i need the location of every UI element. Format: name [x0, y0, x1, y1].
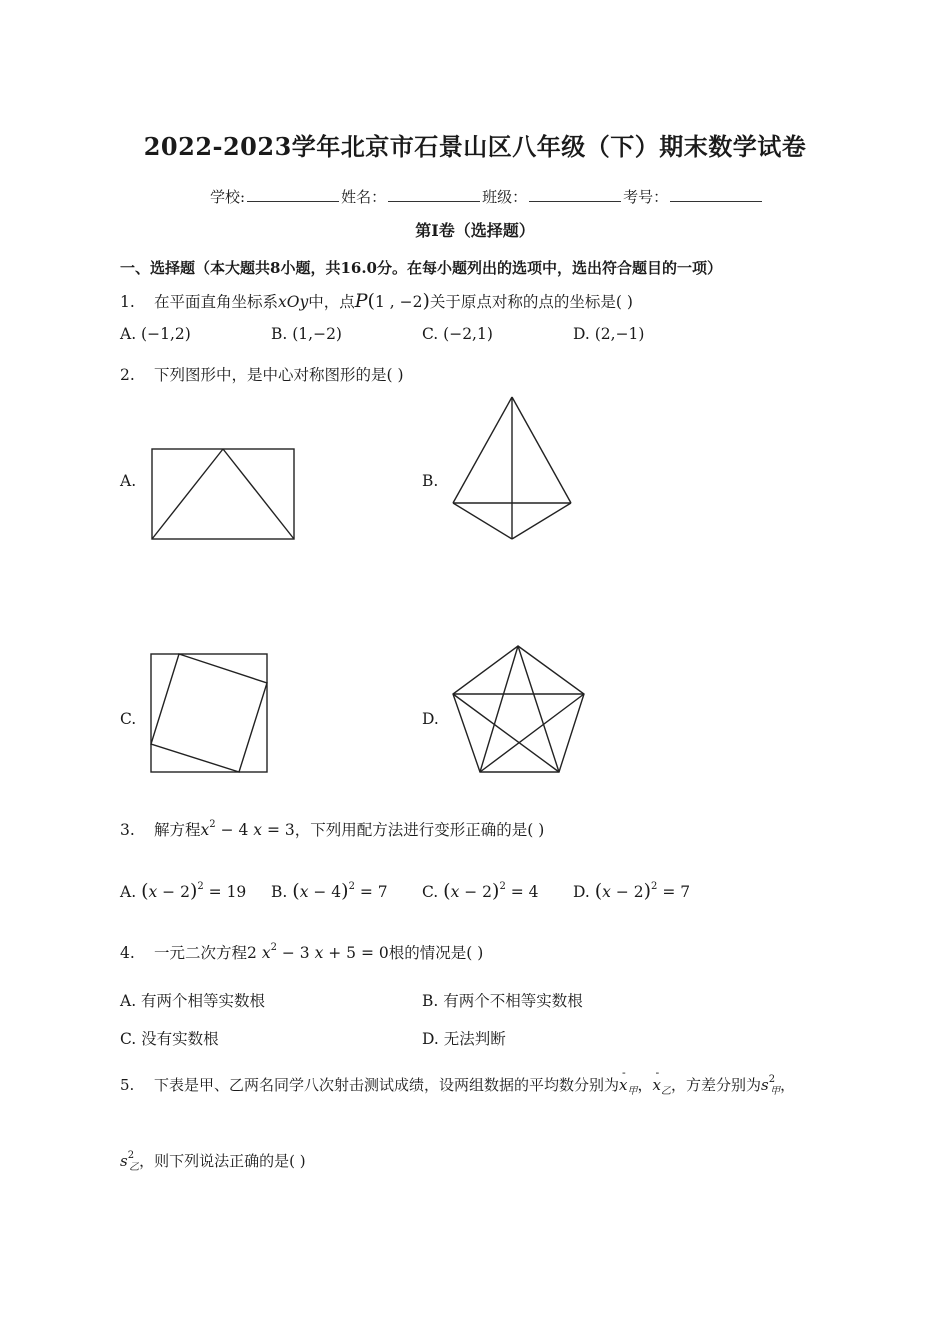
- q4-option-b[interactable]: B. 有两个不相等实数根: [422, 992, 583, 1010]
- class-label: 班级：: [482, 188, 528, 206]
- question-text: 在平面直角坐标系: [154, 293, 279, 311]
- option-label: D.: [573, 883, 590, 901]
- question-5-continued: [120, 1150, 306, 1171]
- q3-option-b[interactable]: [271, 880, 388, 902]
- question-text: ，方差分别为: [670, 1076, 761, 1094]
- q4-option-a[interactable]: A. 有两个相等实数根: [120, 992, 266, 1010]
- school-label: 学校:: [210, 188, 246, 206]
- class-field[interactable]: [529, 189, 621, 202]
- figure-square-in-square: [149, 652, 271, 774]
- student-info-line: [210, 186, 764, 207]
- math-expression: $(x - 2)^2 = 4$: [443, 880, 539, 902]
- math-expression: $(x - 2)^2 = 7$: [594, 880, 691, 902]
- q1-option-c[interactable]: C. (−2,1): [422, 325, 493, 343]
- q1-option-d[interactable]: D. (2,−1): [573, 325, 645, 343]
- question-3: [120, 818, 544, 840]
- q4-option-c[interactable]: C. 没有实数根: [120, 1030, 219, 1048]
- math-expression: - $x_乙$: [652, 1066, 671, 1097]
- q3-option-d[interactable]: [573, 880, 690, 902]
- question-text: ，下列用配方法进行变形正确的是( ): [294, 821, 545, 839]
- q2-option-b-label[interactable]: B.: [422, 472, 439, 490]
- option-label: C.: [422, 883, 439, 901]
- question-5: 5. 下表是甲、乙两名同学八次射击测试成绩，设两组数据的平均数分别为 - $x_甲$， - $x_乙$，方差分别为$s^2_甲$，: [120, 1066, 796, 1097]
- q2-option-a-label[interactable]: A.: [120, 472, 137, 490]
- question-text: 解方程: [154, 821, 201, 839]
- q1-option-b[interactable]: B. (1,−2): [271, 325, 342, 343]
- name-field[interactable]: [388, 189, 480, 202]
- math-expression: 2 $x^2 - 3$ x + 5 = 0: [247, 942, 389, 962]
- math-expression: - $x_甲$: [619, 1066, 638, 1097]
- name-label: 姓名：: [341, 188, 387, 206]
- school-field[interactable]: [247, 189, 339, 202]
- number-field[interactable]: [670, 189, 762, 202]
- math-expression: xOy: [278, 293, 309, 311]
- question-number: 5.: [120, 1076, 135, 1094]
- question-2: [120, 363, 404, 385]
- math-expression: $x^2 - 4$ x = 3: [200, 819, 295, 839]
- q1-option-a[interactable]: A. (−1,2): [120, 325, 191, 343]
- part-one-heading: 一、选择题（本大题共8小题，共16.0分。在每小题列出的选项中，选出符合题目的一项）: [120, 259, 722, 277]
- question-4: [120, 941, 483, 963]
- q3-option-a[interactable]: [120, 880, 246, 902]
- q2-option-c-label[interactable]: C.: [120, 710, 137, 728]
- question-text: 下列图形中，是中心对称图形的是( ): [154, 366, 404, 384]
- math-expression: $(x - 4)^2 = 7$: [292, 880, 388, 902]
- math-expression: P(1 , −2): [354, 290, 430, 312]
- question-number: 4.: [120, 944, 135, 962]
- math-expression: $s^2_甲$: [760, 1074, 781, 1097]
- figure-pentagram: [450, 644, 588, 776]
- math-expression: $s^2_乙$: [120, 1150, 140, 1173]
- question-number: 2.: [120, 366, 135, 384]
- question-number: 1.: [120, 293, 135, 311]
- section-heading: 第I卷（选择题）: [415, 221, 535, 240]
- question-text: 关于原点对称的点的坐标是( ): [429, 293, 633, 311]
- question-text: 下表是甲、乙两名同学八次射击测试成绩，设两组数据的平均数分别为: [154, 1076, 620, 1094]
- question-1: [120, 290, 633, 312]
- question-text: ，则下列说法正确的是( ): [139, 1152, 306, 1170]
- q3-option-c[interactable]: [422, 880, 539, 902]
- figure-rectangle-triangle: [150, 447, 298, 541]
- number-label: 考号：: [623, 188, 669, 206]
- option-label: B.: [271, 883, 288, 901]
- math-expression: $(x - 2)^2 = 19$: [141, 880, 247, 902]
- figure-kite: [450, 395, 574, 543]
- question-text: 一元二次方程: [154, 944, 248, 962]
- option-label: A.: [120, 883, 137, 901]
- question-text: 中，点: [308, 293, 355, 311]
- question-number: 3.: [120, 821, 135, 839]
- question-text: 根的情况是( ): [388, 944, 484, 962]
- q2-option-d-label[interactable]: D.: [422, 710, 439, 728]
- q4-option-d[interactable]: D. 无法判断: [422, 1030, 506, 1048]
- exam-title: 2022-2023学年北京市石景山区八年级（下）期末数学试卷: [143, 132, 807, 161]
